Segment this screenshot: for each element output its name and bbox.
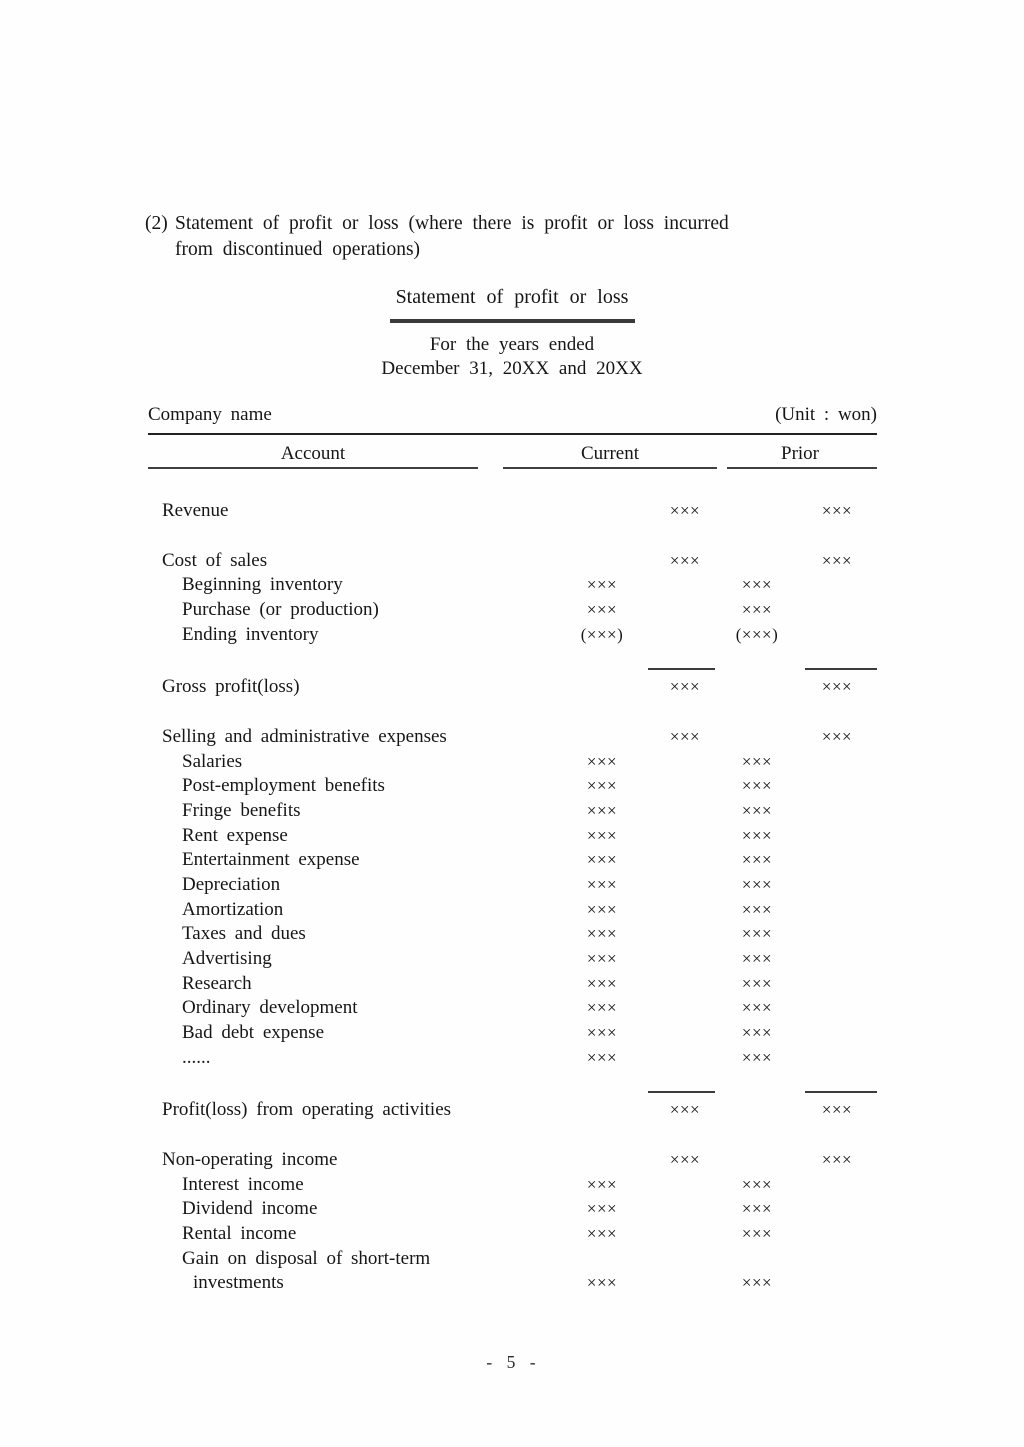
table-row [148,548,877,573]
statement-title: Statement of profit or loss [395,286,629,308]
value-sub-prior: ××× [741,998,773,1018]
value-sub-prior: ××× [741,1047,773,1067]
table-row [148,996,877,1021]
row-label: Beginning inventory [182,574,343,596]
value-current: ××× [669,501,701,521]
statement-period-line1: For the years ended [429,334,595,355]
value-prior: ××× [821,726,853,746]
unit-label: (Unit : won) [775,404,877,425]
page-number: - 5 - [486,1352,538,1372]
table-row [148,947,877,972]
table-row [148,598,877,623]
value-sub-prior: ××× [741,575,773,595]
row-label: Depreciation [182,873,281,895]
table-row [148,1021,877,1046]
table-row [148,848,877,873]
current-column-header: Current [580,443,640,464]
table-row [148,1070,877,1098]
row-label: Revenue [162,500,229,522]
value-sub-current: ××× [586,1047,618,1067]
value-sub-prior: ××× [741,1273,773,1293]
value-sub-prior: ××× [741,751,773,771]
table-row [148,749,877,774]
value-sub-current: ××× [586,1199,618,1219]
value-sub-current: ××× [586,850,618,870]
table-row [148,1271,877,1296]
account-header-rule [148,467,478,469]
table-row [148,524,877,549]
value-sub-current: ××× [586,1273,618,1293]
value-sub-current: ××× [586,949,618,969]
section-heading [145,211,855,263]
value-prior: ××× [821,1100,853,1120]
row-label: Ordinary development [182,997,358,1019]
account-column-header: Account [280,443,346,464]
section-heading-text: Statement of profit or loss (where there is profit or loss incurred [175,213,729,234]
total-rule-prior [805,1091,877,1093]
value-sub-prior: ××× [741,1223,773,1243]
table-row [148,1098,877,1123]
value-sub-current: ××× [586,998,618,1018]
value-sub-prior: ××× [741,1199,773,1219]
table-row [148,1222,877,1247]
row-label: Amortization [182,898,284,920]
row-label: Profit(loss) from operating activities [162,1099,452,1121]
company-rule [148,433,877,435]
row-label: ...... [182,1046,211,1068]
row-label: Post-employment benefits [182,775,385,797]
value-sub-current: ××× [586,825,618,845]
table-row [148,823,877,848]
value-current: ××× [669,550,701,570]
row-label: Salaries [182,750,243,772]
value-sub-prior: ××× [741,825,773,845]
value-sub-prior: ××× [741,800,773,820]
table-row [148,1197,877,1222]
row-label: Gross profit(loss) [162,676,300,698]
value-sub-prior: ××× [741,1023,773,1043]
value-sub-current: ××× [586,575,618,595]
value-current: ××× [669,1100,701,1120]
row-label: Bad debt expense [182,1022,325,1044]
row-label: Research [182,972,252,994]
row-label: Selling and administrative expenses [162,725,447,747]
table-row [148,1172,877,1197]
row-label: Entertainment expense [182,849,360,871]
table-body [148,499,877,1296]
prior-column-header: Prior [781,443,819,464]
value-sub-current: ××× [586,1174,618,1194]
table-row [148,799,877,824]
value-sub-prior: ××× [741,924,773,944]
value-sub-current: ××× [586,800,618,820]
table-row [148,1246,877,1271]
total-rule-current [648,668,715,670]
value-current: ××× [669,677,701,697]
company-name-label: Company name [148,404,272,425]
row-label: Cost of sales [162,549,268,571]
row-label: investments [193,1272,284,1294]
value-prior: ××× [821,501,853,521]
value-sub-prior: ××× [741,850,773,870]
table-row [148,774,877,799]
table-row [148,922,877,947]
value-sub-current: (×××) [580,624,624,644]
table-row [148,1045,877,1070]
value-sub-prior: (×××) [735,624,779,644]
row-label: Interest income [182,1173,304,1195]
row-label: Rental income [182,1222,297,1244]
row-label: Ending inventory [182,623,319,645]
table-row [148,675,877,700]
value-current: ××× [669,1149,701,1169]
row-label: Fringe benefits [182,799,301,821]
table-row [148,873,877,898]
table-row [148,1123,877,1148]
current-header-rule [503,467,717,469]
value-sub-prior: ××× [741,776,773,796]
value-sub-current: ××× [586,899,618,919]
table-row [148,499,877,524]
row-label: Advertising [182,948,272,970]
title-double-rule [390,319,635,323]
row-label: Gain on disposal of short-term [182,1247,431,1269]
row-label: Non-operating income [162,1148,338,1170]
section-marker: (2) [145,213,168,234]
row-label: Rent expense [182,824,288,846]
value-sub-current: ××× [586,600,618,620]
value-sub-current: ××× [586,924,618,944]
table-header [148,438,877,472]
row-label: Taxes and dues [182,923,306,945]
table-row [148,725,877,750]
table-row [148,971,877,996]
value-sub-current: ××× [586,973,618,993]
value-sub-current: ××× [586,874,618,894]
value-prior: ××× [821,1149,853,1169]
value-sub-prior: ××× [741,874,773,894]
prior-header-rule [727,467,877,469]
table-row [148,647,877,675]
value-sub-prior: ××× [741,949,773,969]
row-label: Purchase (or production) [182,599,379,621]
value-sub-prior: ××× [741,899,773,919]
value-sub-prior: ××× [741,600,773,620]
value-sub-prior: ××× [741,973,773,993]
value-sub-prior: ××× [741,1174,773,1194]
table-row [148,573,877,598]
value-sub-current: ××× [586,776,618,796]
row-label: Dividend income [182,1198,318,1220]
value-current: ××× [669,726,701,746]
company-row [148,404,877,426]
value-sub-current: ××× [586,751,618,771]
table-row [148,622,877,647]
table-row [148,700,877,725]
total-rule-prior [805,668,877,670]
section-heading-line2: from discontinued operations) [175,239,421,260]
value-sub-current: ××× [586,1023,618,1043]
table-row [148,1148,877,1173]
total-rule-current [648,1091,715,1093]
table-row [148,897,877,922]
value-prior: ××× [821,677,853,697]
value-sub-current: ××× [586,1223,618,1243]
section-heading-line1 [145,211,855,237]
statement-period-line2: December 31, 20XX and 20XX [381,358,643,379]
value-prior: ××× [821,550,853,570]
